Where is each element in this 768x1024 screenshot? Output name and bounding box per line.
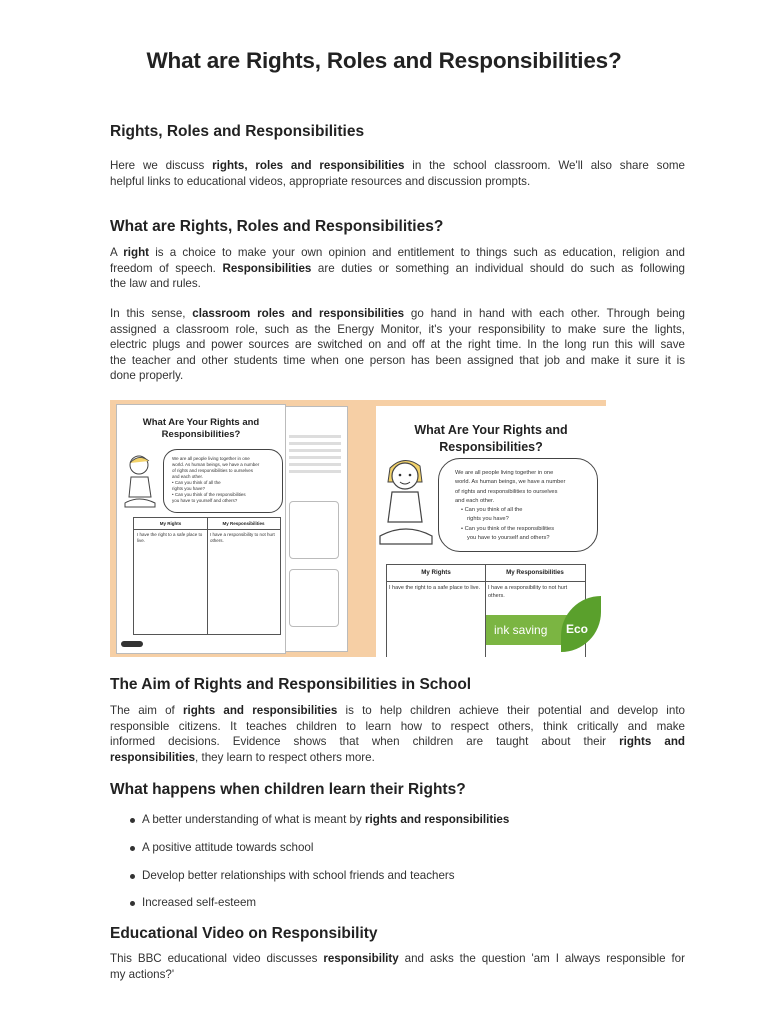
classroom-roles-paragraph: In this sense, classroom roles and responsibilities go hand in hand with each other. Through being assigned a classroom role, such as the Energy Monitor, it's your responsibility to make sure the lights, electric plugs and power sources are switched on and off at the right time. In the long run this will save the teacher and other students time when one person has been assigned that job and make it sure it is done properly.: [110, 307, 685, 382]
intro-line-1: Here we discuss rights, roles and responsibilities in the school classroom. We'll also share some: [110, 159, 685, 172]
section-heading-rights-roles: Rights, Roles and Responsibilities: [110, 123, 365, 140]
section-heading-what-are: What are Rights, Roles and Responsibilities?: [110, 218, 444, 235]
bullet-icon: [130, 818, 135, 823]
ink-saving-label: ink saving: [494, 623, 548, 637]
child-illustration: [376, 452, 436, 556]
worksheet-front-small: What Are Your Rights and Responsibilities? We are all people living together in one world. As human beings, we have a number of rights and responsibilities to ourselves and each other. • Can you think of all the rights you have? • Can you think of the responsibilities you have to yourself and others? My Rights My Responsibilities I have the right to a safe place to live. I have a responsibility to not hurt others.: [116, 404, 286, 654]
video-paragraph: This BBC educational video discusses responsibility and asks the question 'am I always responsible for my actions?': [110, 952, 685, 981]
speech-bubble-small: We are all people living together in one world. As human beings, we have a number of rights and responsibilities to ourselves and each other. • Can you think of all the rights you have? • Can you think of the responsibilities you have to yourself and others?: [163, 449, 283, 513]
logo-mark: [121, 641, 143, 647]
section-heading-aim: The Aim of Rights and Responsibilities in School: [110, 676, 472, 693]
aim-paragraph: The aim of rights and responsibilities is to help children achieve their potential and develop into responsible citizens. It teaches children to learn how to respect others, think critically and make informed decisions. Evidence shows that when children are taught about their rights and responsibilities, they learn to respect others more.: [110, 704, 685, 764]
intro-paragraph: [110, 158, 685, 189]
rights-table-small: My Rights My Responsibilities I have the right to a safe place to live. I have a responsibility to not hurt others.: [133, 517, 281, 635]
bullet-icon: [130, 874, 135, 879]
bullet-icon: [130, 901, 135, 906]
eco-label: Eco: [566, 622, 589, 636]
worksheet-zoomed: What Are Your Rights and Responsibilities? We are all people living together in one world. As human beings, we have a number of rights and responsibilities to ourselves and each other. • Can you think of all the rights you have? • Can you think of the responsibilities you have to yourself and others? My Rights My Responsibilities I have the right to a safe place to live. I have a responsibility to not hurt others.: [376, 406, 606, 657]
intro-line-2: helpful links to educational videos, appropriate resources and discussion prompts.: [110, 174, 531, 188]
child-illustration-small: [121, 453, 161, 511]
definition-paragraph: A right is a choice to make your own opinion and entitlement to things such as education, religion and freedom of speech. Responsibilities are duties or something an individual should do such as following the law and rules.: [110, 246, 685, 290]
section-heading-video: Educational Video on Responsibility: [110, 925, 378, 942]
bullet-icon: [130, 846, 135, 851]
section-heading-what-happens: What happens when children learn their Rights?: [110, 781, 466, 798]
speech-bubble: We are all people living together in one world. As human beings, we have a number of rights and responsibilities to ourselves and each other. • Can you think of all the rights you have? • Can you think of the responsibilities you have to yourself and others?: [438, 458, 598, 552]
rights-table: My Rights My Responsibilities I have the right to a safe place to live. I have a responsibility to not hurt others.: [386, 564, 586, 657]
page-title: What are Rights, Roles and Responsibilities?: [146, 48, 622, 73]
